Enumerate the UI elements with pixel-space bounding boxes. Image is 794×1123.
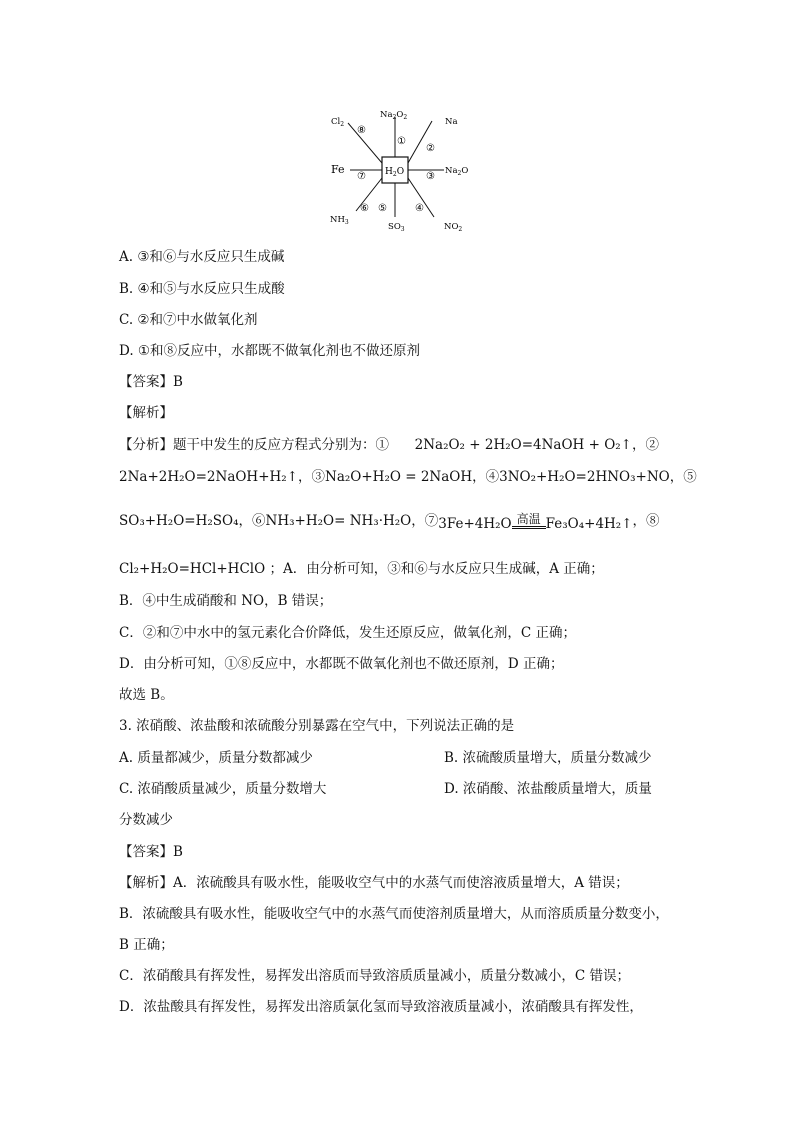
node-na2o2: $Na_2O_2$ bbox=[380, 110, 408, 121]
q2-analysis-line-5: B．④中生成硝酸和 NO，B 错误； bbox=[119, 593, 333, 609]
water-reaction-diagram bbox=[320, 105, 480, 235]
circled-8: ⑧ bbox=[357, 125, 366, 136]
q3-analysis-line-3: B 正确； bbox=[119, 937, 174, 953]
q2-option-a: A. ③和⑥与水反应只生成碱 bbox=[119, 249, 285, 265]
q2-analysis-line-6: C．②和⑦中水中的氢元素化合价降低，发生还原反应，做氧化剂，C 正确； bbox=[119, 625, 576, 641]
circled-5: ⑤ bbox=[378, 203, 387, 214]
circled-3: ③ bbox=[426, 171, 435, 182]
diagram-center-label: $H_2O$ bbox=[385, 167, 405, 178]
q3-analysis-line-2: B．浓硫酸具有吸水性，能吸收空气中的水蒸气而使溶剂质量增大，从而溶质质量分数变小， bbox=[119, 906, 669, 922]
q2-analysis-line-2: 2Na+2H₂O=2NaOH+H₂↑ ，③ Na₂O+H₂O = 2NaOH ，④ 3NO₂+H₂O=2HNO₃+NO ，⑤ bbox=[119, 469, 697, 485]
q3-analysis-line-5: D．浓盐酸具有挥发性，易挥发出溶质氯化氢而导致溶液质量减小，浓硝酸具有挥发性， bbox=[119, 999, 643, 1015]
circled-6: ⑥ bbox=[360, 203, 369, 214]
q3-option-d-cont: 分数减少 bbox=[119, 812, 173, 828]
circled-1: ① bbox=[397, 136, 406, 147]
q2-analysis-line-3: SO₃+H₂O=H₂SO₄ ，⑥ NH₃+H₂O= NH₃·H₂O ，⑦ 3Fe+4H₂O 高温 Fe₃O₄+4H₂↑ ，⑧ bbox=[119, 512, 660, 532]
node-no2: $NO_2$ bbox=[444, 222, 463, 233]
q3-option-b: B. 浓硫酸质量增大，质量分数减少 bbox=[444, 750, 652, 766]
q2-analysis-line-1: 【分析】题干中发生的反应方程式分别为：① 2Na₂O₂ + 2H₂O=4NaOH + O₂↑，② bbox=[119, 437, 659, 453]
q3-option-c: C. 浓硝酸质量减少，质量分数增大 bbox=[119, 781, 327, 797]
q3-option-d: D. 浓硝酸、浓盐酸质量增大，质量 bbox=[444, 781, 652, 797]
q3-stem: 3. 浓硝酸、浓盐酸和浓硫酸分别暴露在空气中，下列说法正确的是 bbox=[119, 718, 515, 734]
high-temp-condition: 高温 bbox=[512, 512, 546, 533]
node-nh3: $NH_3$ bbox=[330, 215, 349, 226]
node-na2o: $Na_2O$ bbox=[445, 166, 469, 177]
q3-option-a: A. 质量都减少，质量分数都减少 bbox=[119, 750, 313, 766]
node-cl2: $Cl_2$ bbox=[331, 117, 345, 128]
q2-analysis-line-7: D．由分析可知，①⑧反应中，水都既不做氧化剂也不做还原剂，D 正确； bbox=[119, 656, 564, 672]
circled-2: ② bbox=[426, 143, 435, 154]
q2-option-b: B. ④和⑤与水反应只生成酸 bbox=[119, 281, 285, 297]
q2-analysis-heading: 【解析】 bbox=[119, 405, 173, 421]
node-fe: Fe bbox=[331, 163, 345, 176]
q3-analysis-line-4: C．浓硝酸具有挥发性，易挥发出溶质而导致溶质质量减小，质量分数减小，C 错误； bbox=[119, 968, 630, 984]
circled-4: ④ bbox=[415, 203, 424, 214]
node-so3: $SO_3$ bbox=[388, 222, 405, 233]
q3-answer: 【答案】B bbox=[119, 844, 183, 860]
q2-option-c: C. ②和⑦中水做氧化剂 bbox=[119, 312, 258, 328]
q2-answer: 【答案】B bbox=[119, 374, 183, 390]
q2-analysis-line-4: Cl₂+H₂O=HCl+HClO ；A．由分析可知，③和⑥与水反应只生成碱，A 正确； bbox=[119, 561, 604, 577]
q3-analysis-line-1: 【解析】A．浓硫酸具有吸水性，能吸收空气中的水蒸气而使溶液质量增大，A 错误； bbox=[119, 875, 629, 891]
node-na: Na bbox=[445, 117, 458, 127]
q2-analysis-line-8: 故选 B。 bbox=[119, 687, 174, 703]
q2-option-d: D. ①和⑧反应中，水都既不做氧化剂也不做还原剂 bbox=[119, 343, 421, 359]
circled-7: ⑦ bbox=[357, 171, 366, 182]
